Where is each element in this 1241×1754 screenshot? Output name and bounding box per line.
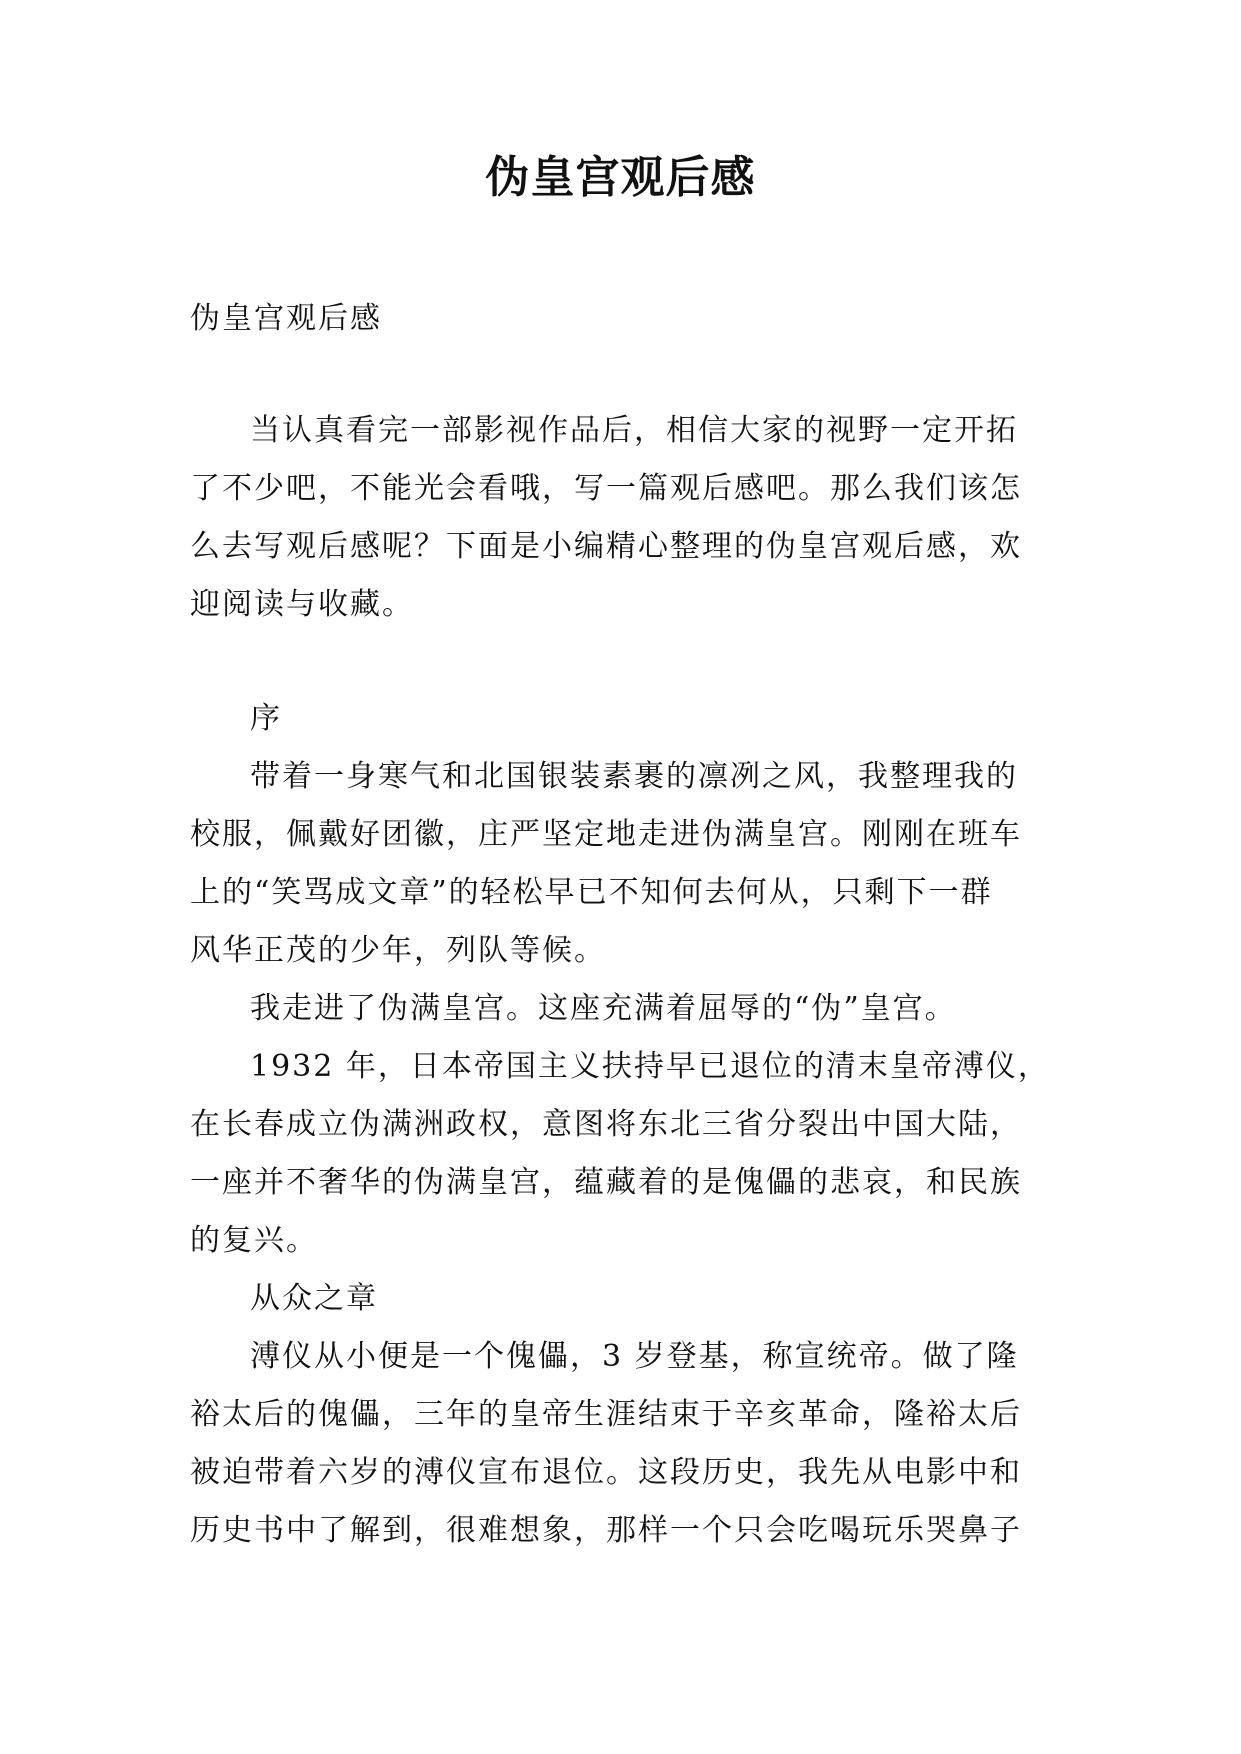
text-line: 一座并不奢华的伪满皇宫，蕴藏着的是傀儡的悲哀，和民族: [190, 1165, 1022, 1200]
paragraph: [190, 980, 1060, 1038]
text-line: 上的“笑骂成文章”的轻松早已不知何去何从，只剩下一群: [190, 875, 993, 910]
paragraph: [190, 1038, 1060, 1270]
text-line: 的复兴。: [190, 1223, 318, 1258]
text-line: 从众之章: [250, 1281, 378, 1316]
body-sections: [190, 690, 1060, 1560]
document-subtitle: 伪皇宫观后感: [190, 301, 382, 336]
section-heading-conformity: [190, 1270, 1060, 1328]
text-line: 溥仪从小便是一个傀儡，3 岁登基，称宣统帝。做了隆: [250, 1339, 1019, 1374]
paragraph: [190, 748, 1060, 980]
text-line: 风华正茂的少年，列队等候。: [190, 933, 606, 968]
text-line: 在长春成立伪满洲政权，意图将东北三省分裂出中国大陆，: [190, 1107, 1022, 1142]
text-line: 了不少吧，不能光会看哦，写一篇观后感吧。那么我们该怎: [190, 471, 1022, 506]
paragraph: [190, 1328, 1060, 1560]
text-line: 带着一身寒气和北国银装素裹的凛冽之风，我整理我的: [250, 759, 1018, 794]
text-line: 我走进了伪满皇宫。这座充满着屈辱的“伪”皇宫。: [250, 991, 957, 1026]
text-line: 迎阅读与收藏。: [190, 587, 414, 622]
text-line: 裕太后的傀儡，三年的皇帝生涯结束于辛亥革命，隆裕太后: [190, 1397, 1022, 1432]
text-line: 校服，佩戴好团徽，庄严坚定地走进伪满皇宫。刚刚在班车: [190, 817, 1022, 852]
text-line: 么去写观后感呢？下面是小编精心整理的伪皇宫观后感，欢: [190, 529, 1022, 564]
intro-paragraph: [190, 402, 1060, 634]
text-line: 历史书中了解到，很难想象，那样一个只会吃喝玩乐哭鼻子: [190, 1513, 1022, 1548]
section-heading-preface: [190, 690, 1060, 748]
text-line: 1932 年，日本帝国主义扶持早已退位的清末皇帝溥仪，: [250, 1049, 1050, 1084]
document-title: 伪皇宫观后感: [485, 152, 756, 203]
text-line: 当认真看完一部影视作品后，相信大家的视野一定开拓: [250, 413, 1018, 448]
text-line: 被迫带着六岁的溥仪宣布退位。这段历史，我先从电影中和: [190, 1455, 1022, 1490]
text-line: 序: [250, 701, 282, 736]
